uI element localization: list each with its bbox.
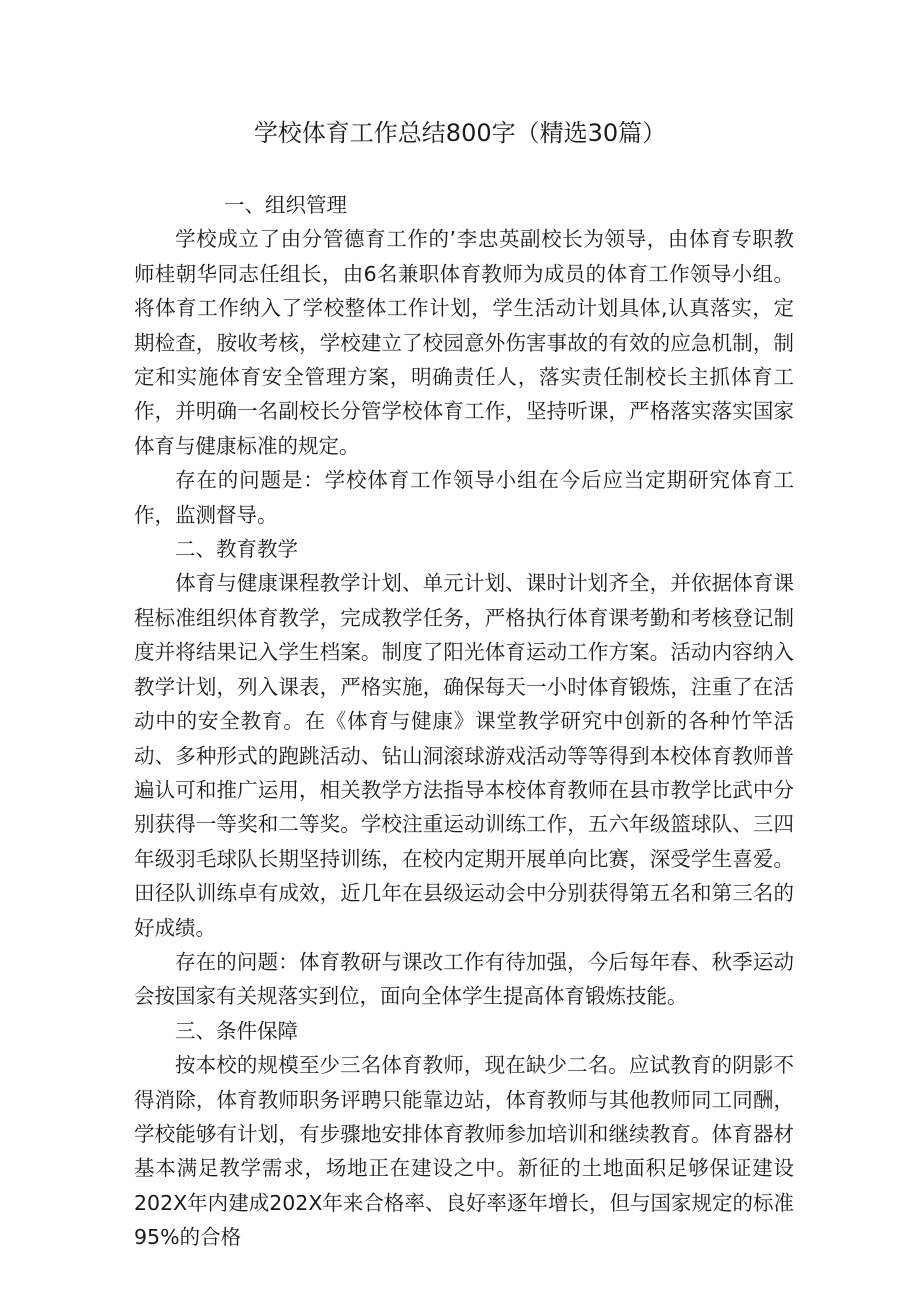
section-heading-organization: 一、组织管理 xyxy=(224,193,347,217)
document-title: 学校体育工作总结800字（精选30篇） xyxy=(253,119,667,147)
paragraph: 存在的问题是：学校体育工作领导小组在今后应当定期研究体育工作，监测督导。 xyxy=(134,468,794,527)
paragraph: 学校成立了由分管德育工作的’李忠英副校长为领导，由体育专职教师桂朝华同志任组长，由6名兼职体育教师为成员的体育工作领导小组。将体育工作纳入了学校整体工作计划，学生活动计划具体,认真落实，定期检查，胺收考核，学校建立了校园意外伤害事故的有效的应急机制，制定和实施体育安全管理方案，明确责任人，落实责任制校长主抓体育工作，并明确一名副校长分管学校体育工作，坚持听课，严格落实落实国家体育与健康标准的规定。 xyxy=(134,227,794,458)
section-heading-conditions: 三、条件保障 xyxy=(175,1018,298,1043)
paragraph: 按本校的规模至少三名体育教师，现在缺少二名。应试教育的阴影不得消除，体育教师职务评聘只能靠边站，体育教师与其他教师同工同酬，学校能够有计划，有步骤地安排体育教师参加培训和继续教育。体育器材基本满足教学需求，场地正在建设之中。新征的土地面积足够保证建设202X年内建成202X年来合格率、良好率逐年增长，但与国家规定的标准95%的合格 xyxy=(134,1053,794,1250)
document-body xyxy=(134,188,794,1255)
paragraph: 存在的问题：体育教研与课改工作有待加强，今后每年春、秋季运动会按国家有关规落实到位，面向全体学生提高体育锻炼技能。 xyxy=(134,949,794,1009)
section-heading-teaching: 二、教育教学 xyxy=(175,537,298,562)
paragraph: 体育与健康课程教学计划、单元计划、课时计划齐全，并依据体育课程标准组织体育教学，完成教学任务，严格执行体育课考勤和考核登记制度并将结果记入学生档案。制度了阳光体育运动工作方案。活动内容纳入教学计划，列入课表，严格实施，确保每天一小时体育锻炼，注重了在活动中的安全教育。在《体育与健康》课堂教学研究中创新的各种竹竿活动、多种形式的跑跳活动、钻山洞滚球游戏活动等等得到本校体育教师普遍认可和推广运用，相关教学方法指导本校体育教师在县市教学比武中分别获得一等奖和二等奖。学校注重运动训练工作，五六年级篮球队、三四年级羽毛球队长期坚持训练，在校内定期开展单向比赛，深受学生喜爱。田径队训练卓有成效，近几年在县级运动会中分别获得第五名和第三名的好成绩。 xyxy=(134,571,794,940)
